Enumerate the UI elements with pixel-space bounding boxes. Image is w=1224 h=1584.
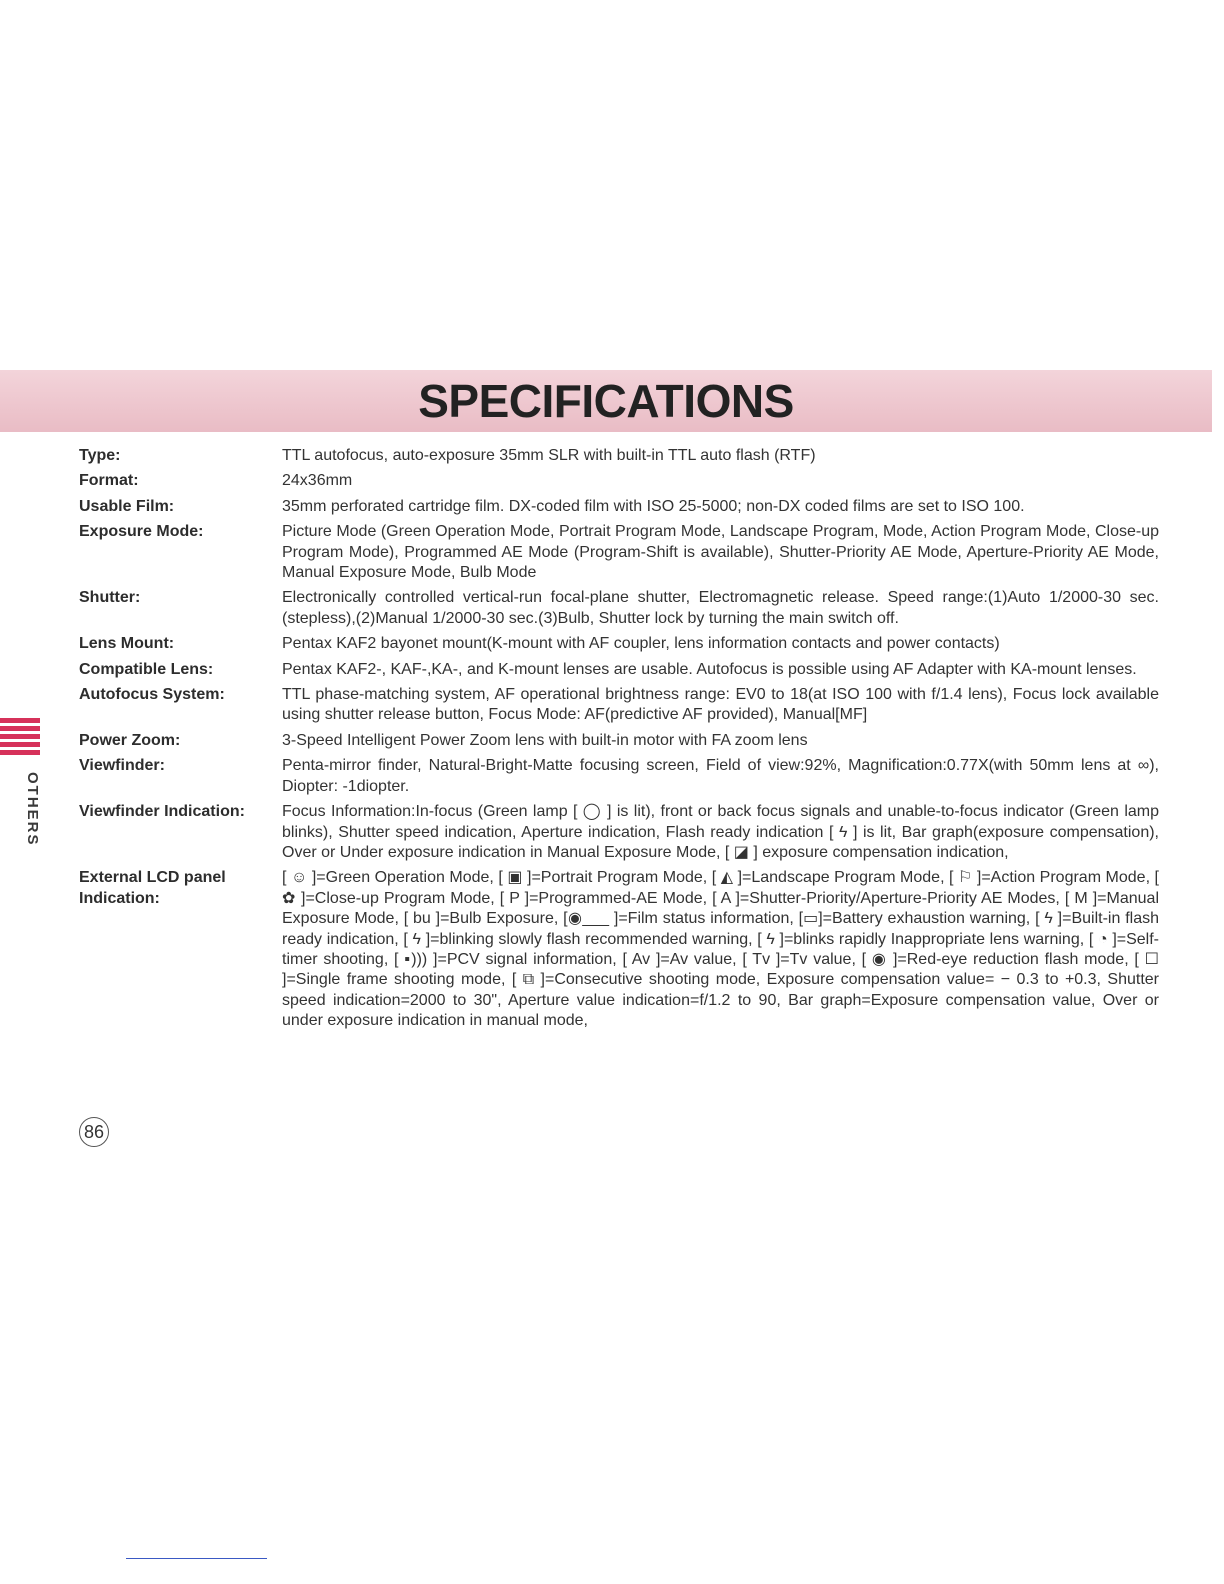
spec-row-power-zoom <box>79 731 1159 751</box>
page-number: 86 <box>79 1117 109 1147</box>
spec-row-autofocus-system <box>79 685 1159 726</box>
section-tab <box>0 718 41 847</box>
spec-term: Format: <box>79 472 139 490</box>
spec-value: Pentax KAF2 bayonet mount(K-mount with AF coupler, lens information contacts and power contacts) <box>282 635 1000 653</box>
spec-term: Autofocus System: <box>79 686 225 704</box>
spec-term: Viewfinder Indication: <box>79 803 245 821</box>
spec-row-lens-mount <box>79 634 1159 654</box>
title-banner <box>0 370 1212 432</box>
footer-divider <box>126 1558 267 1559</box>
spec-value: Penta-mirror finder, Natural-Bright-Matte focusing screen, Field of view:92%, Magnification:0.77X(with 50mm lens at ∞), Diopter: -1diopter. <box>282 757 1159 795</box>
spec-row-exposure-mode <box>79 522 1159 583</box>
spec-row-usable-film <box>79 497 1159 517</box>
spec-term: Usable Film: <box>79 497 175 515</box>
section-tab-label: OTHERS <box>24 772 41 847</box>
spec-term: Exposure Mode: <box>79 523 204 541</box>
spec-value: [ ☺ ]=Green Operation Mode, [ ▣ ]=Portrait Program Mode, [ ◭ ]=Landscape Program Mode, [ ⚐ ]=Action Program Mode, [ ✿ ]=Close-up Program Mode, [ P ]=Programmed-AE Mode, [ A ]=Shutter-Priority/Aperture-Priority AE Modes, [ M ]=Manual Exposure Mode, [ bu ]=Bulb Exposure, [◉___ ]=Film status information, [▭]=Battery exhaustion warning, [ ϟ ]=Built-in flash ready indication, [ ϟ ]=blinking slowly flash recommended warning, [ ϟ ]=blinks rapidly Inappropriate lens warning, [ ◔ ]=Self-timer shooting, [ ▪))) ]=PCV signal information, [ Av ]=Av value, [ Tv ]=Tv value, [ ◉ ]=Red-eye reduction flash mode, [ ☐ ]=Single frame shooting mode, [ ⧉ ]=Consecutive shooting mode, Exposure compensation value= − 0.3 to +0.3, Shutter speed indication=2000 to 30", Aperture value indication=f/1.2 to 90, Bar graph=Exposure compensation value, Over or under exposure indication in manual mode, <box>282 869 1159 1030</box>
spec-row-viewfinder <box>79 756 1159 797</box>
spec-value: Pentax KAF2-, KAF-,KA-, and K-mount lenses are usable. Autofocus is possible using AF Adapter with KA-mount lenses. <box>282 660 1137 678</box>
spec-value: TTL phase-matching system, AF operational brightness range: EV0 to 18(at ISO 100 with f/1.4 lens), Focus lock available using shutter release button, Focus Mode: AF(predictive AF provided), Manual[MF] <box>282 686 1159 724</box>
spec-term: Shutter: <box>79 589 141 607</box>
specifications-list <box>79 446 1159 1037</box>
spec-term: Power Zoom: <box>79 731 181 749</box>
spec-value: 24x36mm <box>282 472 353 490</box>
spec-value: Electronically controlled vertical-run focal-plane shutter, Electromagnetic release. Speed range:(1)Auto 1/2000-30 sec.(stepless),(2)Manual 1/2000-30 sec.(3)Bulb, Shutter lock by turning the main switch off. <box>282 589 1159 627</box>
spec-value: TTL autofocus, auto-exposure 35mm SLR with built-in TTL auto flash (RTF) <box>282 447 816 464</box>
spec-term: External LCD panel Indication: <box>79 869 226 907</box>
spec-value: Focus Information:In-focus (Green lamp [ ◯ ] is lit), front or back focus signals and unable-to-focus indicator (Green lamp blinks), Shutter speed indication, Aperture indication, Flash ready indication [ ϟ ] is lit, Bar graph(exposure compensation), Over or Under exposure indication in Manual Exposure Mode, [ ◪ ] exposure compensation indication, <box>282 803 1159 861</box>
spec-term: Viewfinder: <box>79 757 165 775</box>
spec-row-shutter <box>79 588 1159 629</box>
spec-row-viewfinder-indication <box>79 802 1159 863</box>
spec-term: Compatible Lens: <box>79 660 214 678</box>
spec-term: Type: <box>79 447 121 464</box>
section-tab-marker <box>0 718 40 755</box>
spec-row-type <box>79 446 1159 466</box>
page-title: SPECIFICATIONS <box>418 375 794 427</box>
spec-value: 3-Speed Intelligent Power Zoom lens with built-in motor with FA zoom lens <box>282 731 808 749</box>
spec-term: Lens Mount: <box>79 635 175 653</box>
spec-value: Picture Mode (Green Operation Mode, Portrait Program Mode, Landscape Program, Mode, Action Program Mode, Close-up Program Mode), Programmed AE Mode (Program-Shift is available), Shutter-Priority AE Mode, Aperture-Priority AE Mode, Manual Exposure Mode, Bulb Mode <box>282 523 1159 582</box>
spec-row-external-lcd-panel <box>79 868 1159 1031</box>
spec-value: 35mm perforated cartridge film. DX-coded film with ISO 25-5000; non-DX coded films are set to ISO 100. <box>282 497 1025 515</box>
spec-row-compatible-lens <box>79 660 1159 680</box>
spec-row-format <box>79 471 1159 491</box>
